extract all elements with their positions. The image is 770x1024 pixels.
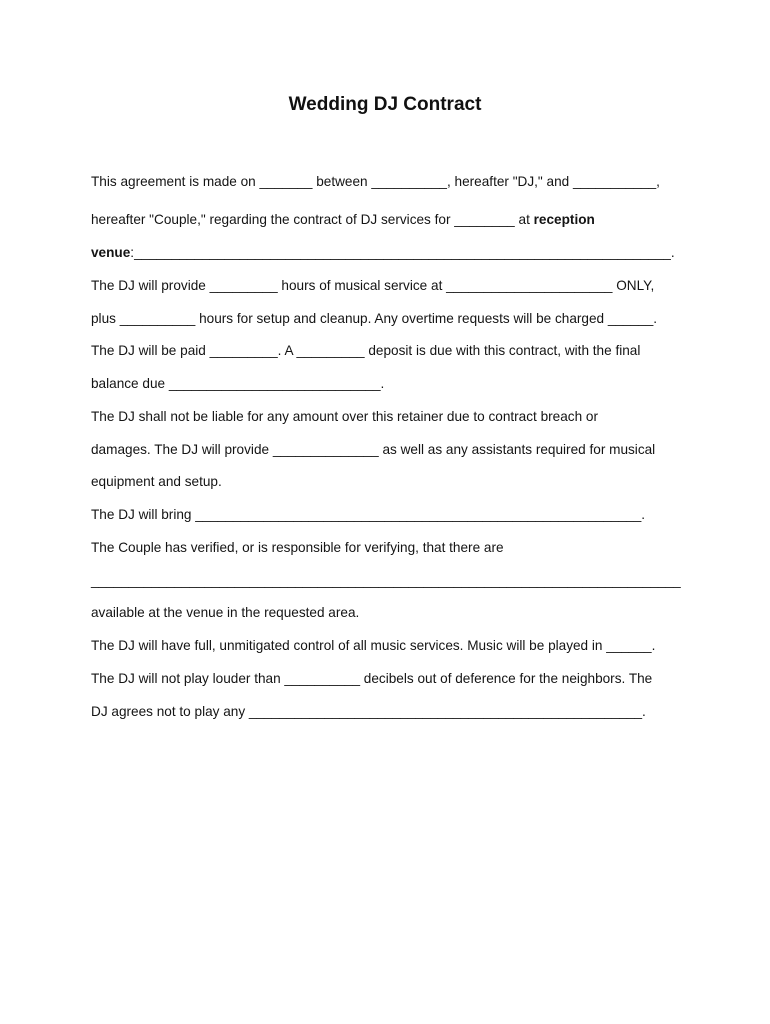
paragraph-line [91,342,640,360]
paragraph-line [91,506,645,524]
line-text: The DJ will have full, unmitigated control of all music services. Music will be played in ______. [91,638,656,653]
line-text: The DJ shall not be liable for any amount over this retainer due to contract breach or [91,409,599,424]
paragraph-line [91,375,384,393]
line-text: This agreement is made on _______ between __________, hereafter "DJ," and ___________, [91,174,660,189]
line-text: plus __________ hours for setup and cleanup. Any overtime requests will be charged ______. [91,311,658,326]
document-title: Wedding DJ Contract [288,94,482,115]
paragraph-line [91,473,222,491]
line-text: The DJ will be paid _________. A _________ deposit is due with this contract, with the final [91,343,641,358]
paragraph-line [91,310,657,328]
paragraph-line [91,277,654,295]
line-text: :_______________________________________________________________________. [130,245,675,260]
line-text: DJ agrees not to play any ____________________________________________________. [91,704,646,719]
paragraph-line [91,670,652,688]
bold-term-reception: reception [533,212,595,227]
paragraph-line [91,408,598,426]
line-text: damages. The DJ will provide ______________ as well as any assistants required for musical [91,442,656,457]
line-text: available at the venue in the requested area. [91,605,360,620]
line-text: The DJ will provide _________ hours of musical service at ______________________ ONLY, [91,278,655,293]
paragraph-line [91,441,655,459]
paragraph-line [91,604,359,622]
paragraph-line [91,173,660,191]
paragraph-line [91,637,655,655]
paragraph-line [91,539,504,557]
paragraph-line [91,572,681,590]
line-text: The DJ will bring ___________________________________________________________. [91,507,646,522]
line-text: The Couple has verified, or is responsible for verifying, that there are [91,540,504,555]
paragraph-line [91,703,646,721]
line-text: hereafter "Couple," regarding the contract of DJ services for ________ at [91,212,534,227]
line-text: The DJ will not play louder than __________ decibels out of deference for the neighbors. The [91,671,653,686]
line-text: balance due ____________________________. [91,376,385,391]
line-text: ______________________________________________________________________________ [91,573,681,588]
paragraph-line [91,211,595,229]
paragraph-line [91,244,675,262]
line-text: equipment and setup. [91,474,222,489]
bold-term-venue: venue [91,245,131,260]
